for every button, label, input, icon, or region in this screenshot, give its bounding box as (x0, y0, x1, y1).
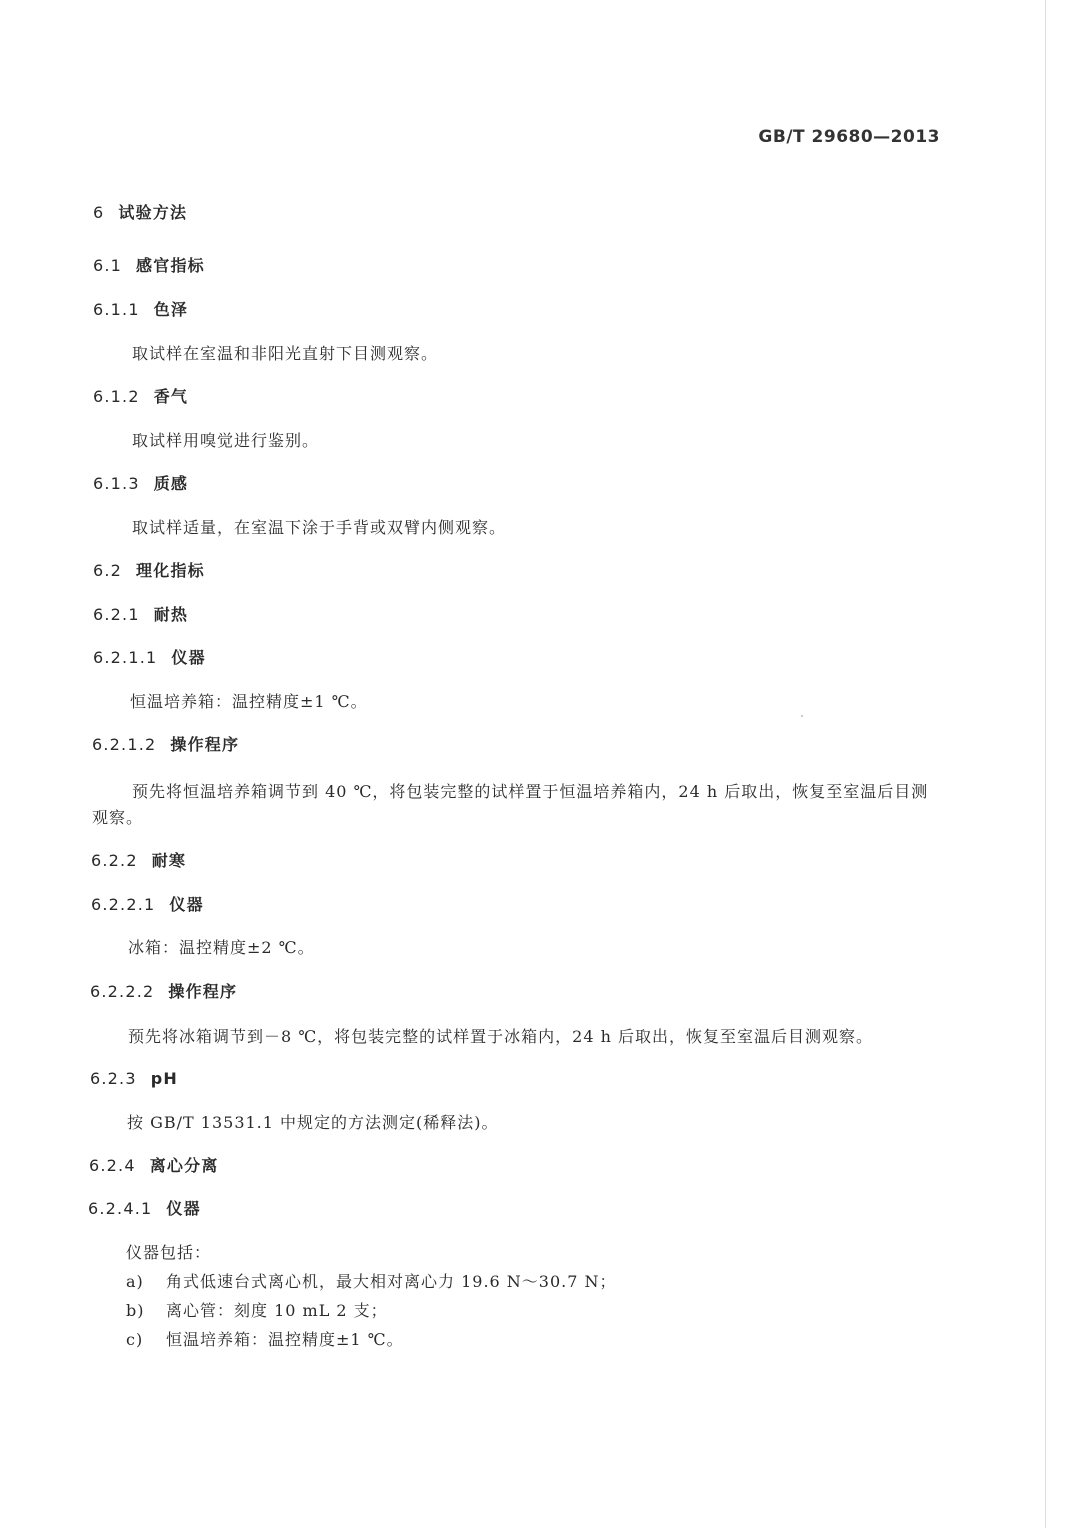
section-heading-6-2-4 (89, 1154, 219, 1178)
section-heading-6-1-1 (93, 298, 188, 322)
section-title: 试验方法 (118, 203, 188, 222)
section-title: pH (150, 1069, 178, 1088)
section-number: 6.2.4.1 (88, 1199, 153, 1218)
section-number: 6.2.1.2 (92, 735, 157, 754)
list-item-text: 角式低速台式离心机，最大相对离心力 19.6 N～30.7 N； (166, 1272, 617, 1291)
section-heading-6-2-3 (90, 1067, 178, 1091)
section-number: 6.2.1 (93, 605, 140, 624)
section-title: 感官指标 (136, 256, 205, 275)
section-number: 6.2.2 (91, 851, 138, 870)
section-number: 6.1.3 (93, 474, 140, 493)
section-number: 6.2.4 (89, 1156, 136, 1175)
section-number: 6 (93, 203, 105, 222)
list-item-label: b) (126, 1301, 145, 1320)
section-heading-6-2-1-1 (93, 646, 206, 670)
list-item (126, 1299, 388, 1323)
section-heading-6-2-1-2 (92, 733, 239, 757)
section-title: 仪器 (171, 648, 206, 667)
paragraph-cold-instrument: 冰箱：温控精度±2 ℃。 (128, 938, 315, 957)
section-title: 香气 (153, 387, 189, 406)
section-title: 仪器 (169, 895, 204, 914)
section-title: 理化指标 (136, 561, 205, 580)
section-title: 仪器 (166, 1199, 201, 1218)
paragraph-aroma: 取试样用嗅觉进行鉴别。 (132, 431, 320, 450)
section-title: 操作程序 (170, 735, 240, 754)
section-number: 6.1 (93, 256, 123, 275)
section-number: 6.1.1 (93, 300, 140, 319)
paragraph-cold-procedure: 预先将冰箱调节到－8 ℃，将包装完整的试样置于冰箱内，24 h 后取出，恢复至室温后目测观察。 (128, 1027, 874, 1046)
section-heading-6-2-1 (93, 603, 188, 627)
section-title: 耐寒 (151, 851, 187, 870)
list-item-label: c) (126, 1330, 144, 1349)
list-item-text: 恒温培养箱：温控精度±1 ℃。 (166, 1330, 404, 1349)
section-heading-6-1-2 (93, 385, 188, 409)
section-heading-6-2 (93, 559, 205, 583)
paragraph-heat-procedure: 预先将恒温培养箱调节到 40 ℃，将包装完整的试样置于恒温培养箱内，24 h 后取出，恢复至室温后目测观察。 (92, 782, 929, 827)
section-heading-6-1 (93, 254, 205, 278)
list-item (126, 1328, 404, 1352)
section-title: 耐热 (153, 605, 189, 624)
paragraph-centrifuge-intro: 仪器包括： (126, 1243, 212, 1262)
standard-number: GB/T 29680—2013 (758, 127, 940, 147)
section-heading-6 (93, 201, 187, 225)
scan-speck (801, 715, 803, 717)
section-heading-6-1-3 (93, 472, 188, 496)
paragraph-texture: 取试样适量，在室温下涂于手背或双臂内侧观察。 (132, 518, 507, 537)
section-title: 离心分离 (149, 1156, 219, 1175)
section-title: 质感 (153, 474, 189, 493)
section-title: 色泽 (153, 300, 189, 319)
section-heading-6-2-2 (91, 849, 186, 873)
section-number: 6.2 (93, 561, 123, 580)
list-item (126, 1270, 617, 1294)
section-number: 6.2.1.1 (93, 648, 158, 667)
list-item-text: 离心管：刻度 10 mL 2 支； (166, 1301, 388, 1320)
section-heading-6-2-4-1 (88, 1197, 201, 1221)
section-heading-6-2-2-2 (90, 980, 237, 1004)
section-number: 6.1.2 (93, 387, 140, 406)
paragraph-heat-instrument: 恒温培养箱：温控精度±1 ℃。 (130, 692, 368, 711)
section-number: 6.2.3 (90, 1069, 137, 1088)
section-number: 6.2.2.2 (90, 982, 155, 1001)
list-item-label: a) (126, 1272, 144, 1291)
paragraph-ph-method: 按 GB/T 13531.1 中规定的方法测定(稀释法)。 (127, 1113, 499, 1132)
paragraph-color: 取试样在室温和非阳光直射下目测观察。 (132, 344, 439, 363)
page-edge-line (1045, 0, 1046, 1528)
section-heading-6-2-2-1 (91, 893, 204, 917)
section-title: 操作程序 (168, 982, 238, 1001)
section-number: 6.2.2.1 (91, 895, 156, 914)
